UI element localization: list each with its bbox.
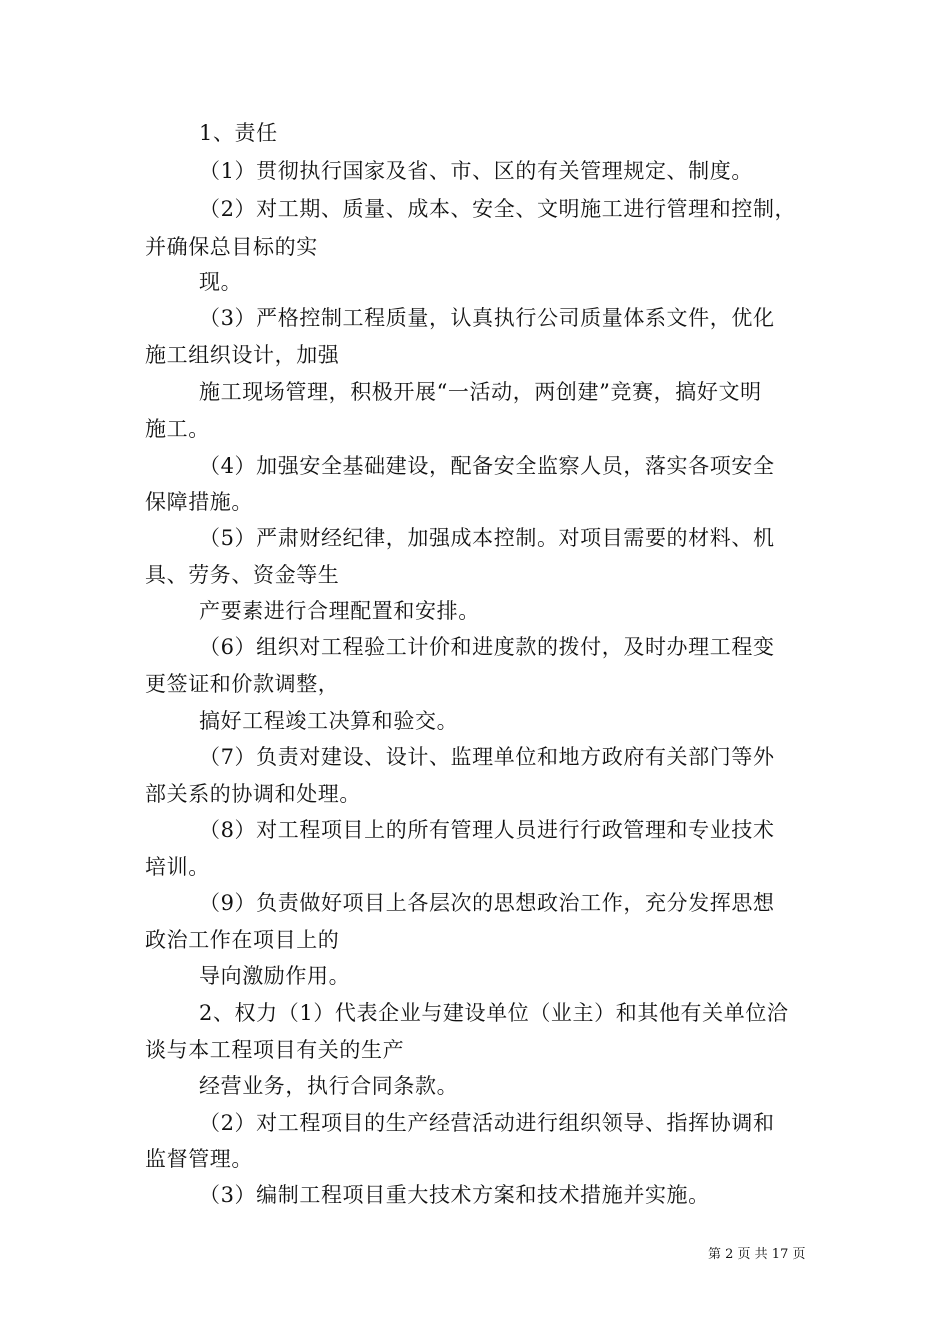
text-line: 产要素进行合理配置和安排。	[199, 599, 480, 623]
text-line: （1）贯彻执行国家及省、市、区的有关管理规定、制度。	[199, 159, 753, 183]
text-line: 培训。	[145, 855, 210, 879]
text-line: （8）对工程项目上的所有管理人员进行行政管理和专业技术	[199, 818, 775, 842]
text-line: 具、劳务、资金等生	[145, 563, 340, 587]
text-line: 施工现场管理，积极开展“一活动，两创建”竞赛，搞好文明	[199, 380, 762, 404]
text-line: （2）对工程项目的生产经营活动进行组织领导、指挥协调和	[199, 1111, 775, 1135]
text-line: （7）负责对建设、设计、监理单位和地方政府有关部门等外	[199, 745, 775, 769]
text-line: 更签证和价款调整，	[145, 672, 340, 696]
text-line: 并确保总目标的实	[145, 235, 318, 259]
text-line: （5）严肃财经纪律，加强成本控制。对项目需要的材料、机	[199, 526, 775, 550]
text-line: 经营业务，执行合同条款。	[199, 1074, 459, 1098]
text-line: （3）编制工程项目重大技术方案和技术措施并实施。	[199, 1183, 710, 1207]
text-line: 施工组织设计，加强	[145, 343, 340, 367]
text-line: 搞好工程竣工决算和验交。	[199, 709, 459, 733]
text-line: （6）组织对工程验工计价和进度款的拨付，及时办理工程变	[199, 635, 775, 659]
text-line: 1、责任	[199, 121, 278, 145]
text-line: 施工。	[145, 417, 210, 441]
text-line: （9）负责做好项目上各层次的思想政治工作，充分发挥思想	[199, 891, 775, 915]
text-line: 现。	[199, 270, 243, 294]
text-line: （2）对工期、质量、成本、安全、文明施工进行管理和控制，	[199, 197, 797, 221]
text-line: （3）严格控制工程质量，认真执行公司质量体系文件，优化	[199, 306, 775, 330]
text-line: 导向激励作用。	[199, 964, 351, 988]
text-line: 部关系的协调和处理。	[145, 782, 361, 806]
text-line: 政治工作在项目上的	[145, 928, 340, 952]
page-number-footer: 第 2 页 共 17 页	[708, 1247, 806, 1262]
text-line: 谈与本工程项目有关的生产	[145, 1038, 405, 1062]
text-line: 监督管理。	[145, 1147, 253, 1171]
text-line: （4）加强安全基础建设，配备安全监察人员，落实各项安全	[199, 454, 775, 478]
text-line: 2、权力（1）代表企业与建设单位（业主）和其他有关单位洽	[199, 1001, 789, 1025]
text-line: 保障措施。	[145, 490, 253, 514]
